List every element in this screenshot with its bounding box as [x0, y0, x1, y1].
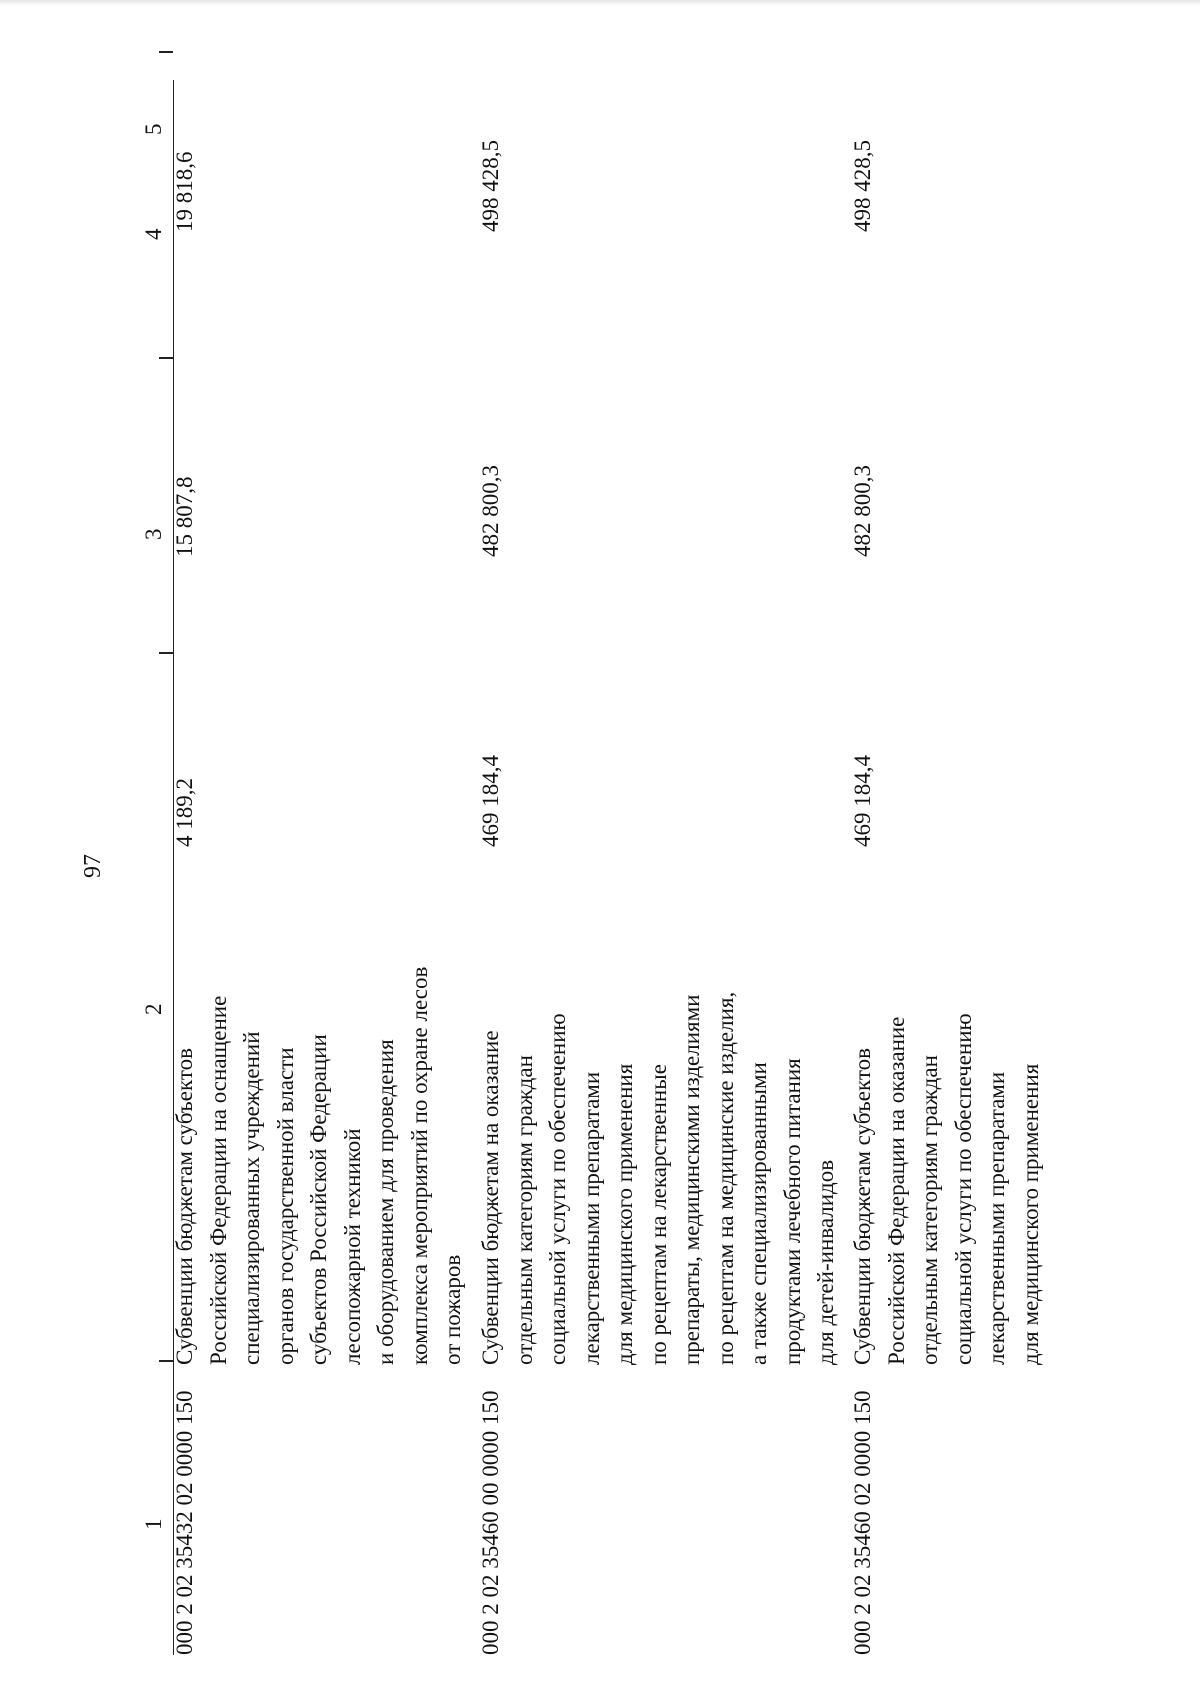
description-line: специализированных учреждений	[239, 1031, 264, 1365]
value-cell-4: 482 800,3	[478, 465, 503, 557]
description-line: Субвенции бюджетам субъектов	[850, 1048, 875, 1365]
value-cell-3: 469 184,4	[478, 755, 503, 847]
description-line: продуктами лечебного питания	[779, 1058, 805, 1365]
description-cell	[846, 869, 1047, 1365]
budget-table	[135, 80, 1043, 1655]
description-line: препараты, медицинскими изделиями	[679, 994, 704, 1365]
description-line: по рецептам на лекарственные	[645, 1064, 671, 1365]
code-cell: 000 2 02 35460 02 0000 150	[850, 1390, 875, 1655]
description-cell	[168, 869, 470, 1365]
value-cell-3: 469 184,4	[850, 755, 875, 847]
description-line: Российской Федерации на оказание	[883, 1016, 909, 1365]
description-line: социальной услуги по обеспечению	[545, 1013, 570, 1365]
page-number: 97	[80, 854, 106, 878]
description-line: и оборудованием для проведения	[373, 1039, 398, 1365]
description-line: Субвенции бюджетам субъектов	[172, 1048, 197, 1365]
description-line: органов государственной власти	[272, 1047, 298, 1365]
description-line: социальной услуги по обеспечению	[950, 1013, 976, 1365]
value-cell-5: 498 428,5	[850, 140, 875, 232]
header-divider	[159, 52, 173, 54]
description-line: Субвенции бюджетам на оказание	[478, 1030, 503, 1365]
value-cell-3: 4 189,2	[172, 778, 197, 847]
description-line: лекарственными препаратами	[578, 1071, 604, 1365]
value-cell-5: 19 818,6	[172, 151, 197, 232]
table-row	[168, 80, 474, 1655]
description-line: комплекса мероприятий по охране лесов	[406, 966, 432, 1365]
description-line: для медицинского применения	[1017, 1063, 1043, 1365]
header-col-5: 5	[141, 123, 166, 135]
description-line: Российской Федерации на оснащение	[205, 995, 231, 1365]
description-line: отдельным категориям граждан	[511, 1055, 537, 1365]
description-line: для детей-инвалидов	[813, 1159, 838, 1365]
header-col-1: 1	[141, 1518, 166, 1530]
description-line: субъектов Российской Федерации	[306, 1034, 331, 1365]
value-cell-4: 15 807,8	[172, 476, 197, 557]
header-col-3: 3	[141, 528, 166, 540]
description-line: отдельным категориям граждан	[917, 1055, 942, 1365]
table-row	[474, 80, 846, 1655]
code-cell: 000 2 02 35460 00 0000 150	[478, 1390, 503, 1655]
value-cell-4: 482 800,3	[850, 465, 875, 557]
description-cell	[474, 869, 843, 1365]
value-cell-5: 498 428,5	[478, 140, 503, 232]
header-col-2: 2	[141, 1003, 166, 1015]
description-line: по рецептам на медицинские изделия,	[712, 991, 738, 1365]
description-line: от пожаров	[440, 1254, 465, 1365]
header-col-4: 4	[141, 228, 166, 240]
code-cell: 000 2 02 35432 02 0000 150	[172, 1390, 197, 1655]
description-line: лесопожарной техникой	[339, 1128, 365, 1365]
description-line: а также специализированными	[746, 1062, 771, 1365]
description-line: для медицинского применения	[612, 1063, 637, 1365]
description-line: лекарственными препаратами	[984, 1071, 1009, 1365]
table-row	[846, 80, 1106, 1655]
